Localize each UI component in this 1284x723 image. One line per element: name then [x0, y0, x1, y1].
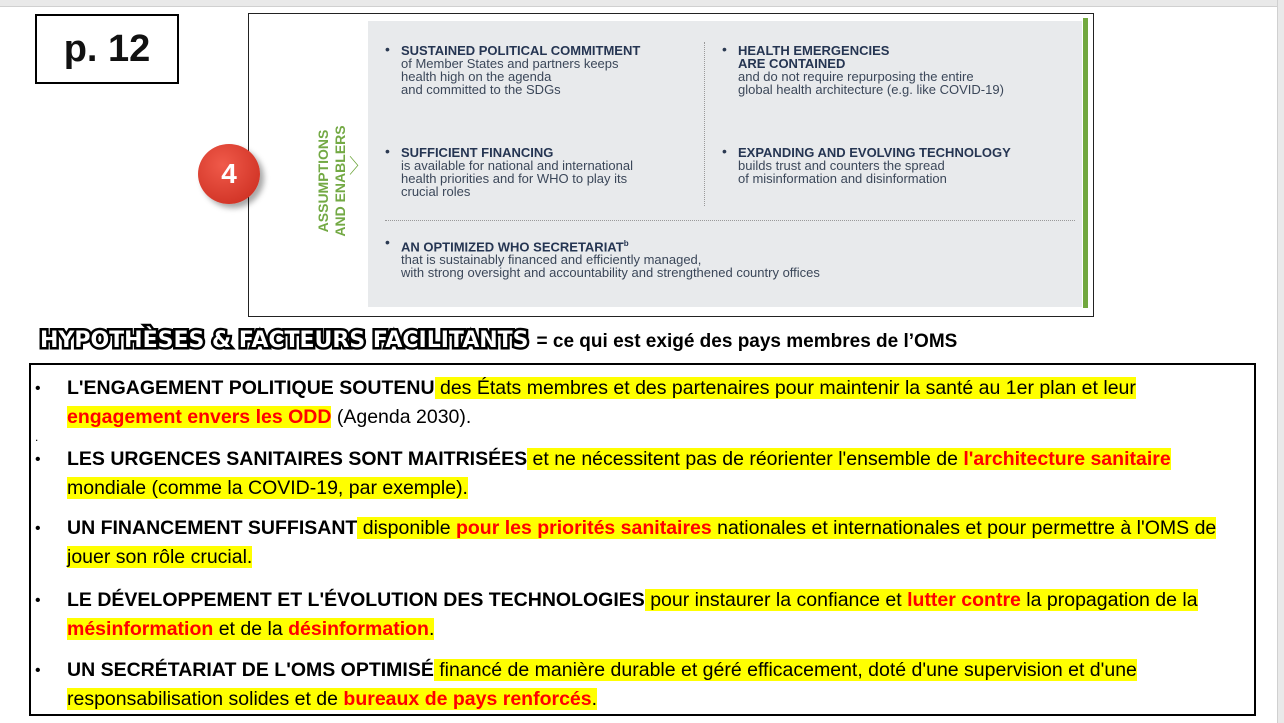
bullet-icon: • — [35, 380, 41, 397]
item-lead: LE DÉVELOPPEMENT ET L'ÉVOLUTION DES TECHNOLOGIES — [67, 589, 645, 611]
figure-item-line: health high on the agenda — [401, 69, 552, 84]
figure-item-line: global health architecture (e.g. like COVID-19) — [738, 82, 1004, 97]
figure-item-title — [401, 237, 820, 253]
item-text: nationales et internationales et pour permettre à l'OMS de jouer son rôle crucial. — [67, 517, 1217, 568]
item-emphasis: bureaux de pays renforcés — [343, 688, 592, 710]
figure-item-line: and do not require repurposing the entire — [738, 69, 974, 84]
figure-item-title-2: ARE CONTAINED — [738, 56, 846, 71]
item-lead: LES URGENCES SANITAIRES SONT MAITRISÉES — [67, 448, 528, 470]
figure-item-political-commitment — [385, 41, 641, 97]
figure-item-line: with strong oversight and accountability and strengthened country offices — [401, 265, 820, 281]
item-emphasis: mésinformation — [67, 618, 214, 640]
figure-item-title: SUFFICIENT FINANCING — [401, 145, 554, 160]
figure-item-title: SUSTAINED POLITICAL COMMITMENT — [401, 43, 641, 58]
item-emphasis: pour les priorités sanitaires — [455, 517, 712, 539]
item-lead: UN SECRÉTARIAT DE L'OMS OPTIMISÉ — [67, 659, 434, 681]
bullet-dot-icon: • — [722, 143, 727, 159]
bullet-dot-icon: • — [385, 234, 390, 250]
figure-item-who-secretariat — [385, 234, 820, 281]
vertical-label-line2: AND ENABLERS — [332, 125, 348, 237]
window-top-edge — [0, 0, 1284, 7]
bullet-icon: • — [35, 520, 41, 537]
figure-divider-horizontal — [385, 220, 1075, 221]
figure-item-title: HEALTH EMERGENCIES — [738, 43, 890, 58]
item-emphasis: lutter contre — [907, 589, 1021, 611]
bullet-icon: • — [35, 592, 41, 609]
figure-item-title: EXPANDING AND EVOLVING TECHNOLOGY — [738, 145, 1011, 160]
item-text: financé de manière durable et géré efficacement, doté d'une supervision et d'une responsabilisation solides et de — [67, 659, 1137, 710]
item-emphasis: désinformation — [288, 618, 429, 640]
bullet-dot-icon: • — [722, 41, 727, 57]
assumptions-vertical-label — [307, 101, 357, 261]
item-text: et de la — [213, 618, 289, 640]
item-text: mondiale (comme la COVID-19, par exemple). — [67, 477, 468, 499]
bullet-dot-icon: • — [385, 143, 390, 159]
figure-item-line: health priorities and for WHO to play its — [401, 171, 628, 186]
figure-green-bar — [1083, 18, 1088, 308]
section-heading — [40, 328, 1260, 358]
figure-item-line: and committed to the SDGs — [401, 82, 561, 97]
item-text: . — [428, 618, 435, 640]
figure-item-title-text: AN OPTIMIZED WHO SECRETARIAT — [401, 239, 624, 255]
item-emphasis: l'architecture sanitaire — [963, 448, 1171, 470]
figure-item-line: is available for national and international — [401, 158, 633, 173]
figure-item-line: crucial roles — [401, 184, 471, 199]
heading-title: HYPOTHÈSES & FACTEURS FACILITANTS — [40, 328, 529, 353]
figure-item-health-emergencies — [722, 41, 1004, 97]
figure-item-technology — [722, 143, 1011, 186]
figure-item-line: of Member States and partners keeps — [401, 56, 619, 71]
item-text: et ne nécessitent pas de réorienter l'ensemble de — [527, 448, 964, 470]
item-text: (Agenda 2030). — [331, 406, 472, 428]
figure-item-line: that is sustainably financed and efficiently managed, — [401, 252, 702, 268]
window-right-edge — [1277, 0, 1284, 723]
bullet-dot-icon: • — [385, 41, 390, 57]
number-badge: 4 — [198, 144, 260, 204]
heading-subtitle: = ce qui est exigé des pays membres de l’OMS — [536, 331, 958, 352]
item-lead: UN FINANCEMENT SUFFISANT — [67, 517, 358, 539]
item-emphasis: engagement envers les ODD — [67, 406, 332, 428]
bullet-icon: • — [35, 662, 41, 679]
figure-divider-vertical — [704, 42, 705, 206]
item-text: disponible — [357, 517, 456, 539]
item-text: . — [591, 688, 598, 710]
footnote-marker: b — [623, 239, 629, 248]
figure-item-line: of misinformation and disinformation — [738, 171, 947, 186]
figure-item-sufficient-financing — [385, 143, 633, 199]
figure-item-line: builds trust and counters the spread — [738, 158, 945, 173]
item-lead: L'ENGAGEMENT POLITIQUE SOUTENU — [67, 377, 435, 399]
item-text: la propagation de la — [1020, 589, 1198, 611]
stray-dot: . — [35, 430, 39, 444]
bullet-icon: • — [35, 451, 41, 468]
item-text: des États membres et des partenaires pour maintenir la santé au 1er plan et leur — [434, 377, 1136, 399]
page-label: p. 12 — [35, 14, 179, 84]
item-text: pour instaurer la confiance et — [644, 589, 908, 611]
vertical-label-line1: ASSUMPTIONS — [315, 129, 331, 233]
chevron-right-icon: 〉 — [349, 154, 369, 178]
